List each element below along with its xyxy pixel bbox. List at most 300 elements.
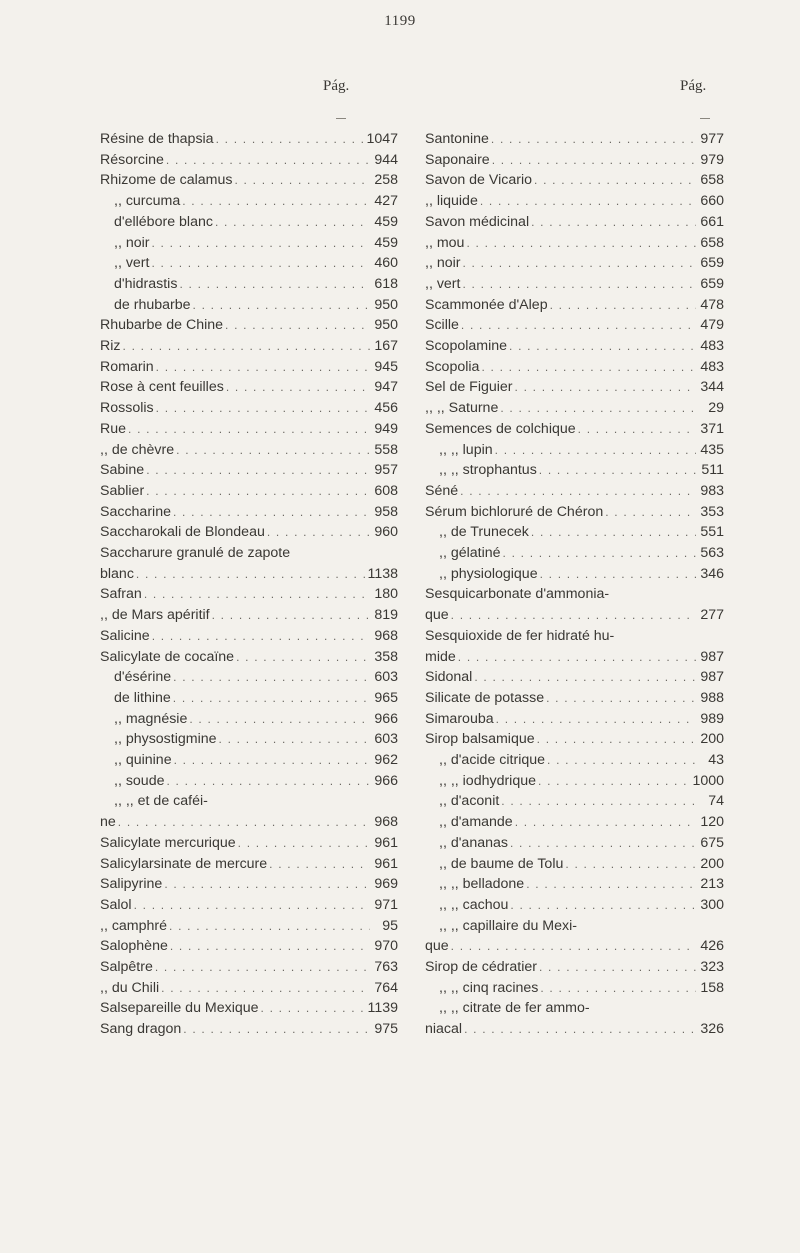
dot-leader xyxy=(495,440,696,460)
index-entry xyxy=(425,750,724,770)
entry-page-number: 459 xyxy=(374,213,398,230)
entry-page-number: 213 xyxy=(700,876,724,893)
entry-page-number: 346 xyxy=(700,565,724,582)
dot-leader xyxy=(269,854,370,874)
dot-leader xyxy=(118,812,370,832)
index-entry xyxy=(425,398,724,418)
entry-term: ,, d'ananas xyxy=(439,834,508,851)
index-entry xyxy=(100,833,398,853)
dot-leader xyxy=(173,502,370,522)
entry-term: de lithine xyxy=(114,689,171,706)
index-entry xyxy=(425,502,724,522)
dot-leader xyxy=(234,170,370,190)
entry-page-number: 947 xyxy=(374,379,398,396)
dot-leader xyxy=(474,667,696,687)
dot-leader xyxy=(219,729,370,749)
entry-page-number: 29 xyxy=(708,400,724,417)
index-entry xyxy=(425,709,724,729)
index-entry xyxy=(425,916,724,936)
entry-term: ,, ,, capillaire du Mexi- xyxy=(439,917,577,934)
index-entry xyxy=(425,129,724,149)
entry-term: Salpêtre xyxy=(100,959,153,975)
index-entry xyxy=(100,854,398,874)
entry-page-number: 975 xyxy=(374,1021,398,1038)
entry-term: mide xyxy=(425,648,456,665)
entry-term: Salicylate mercurique xyxy=(100,834,236,851)
dot-leader xyxy=(136,564,366,584)
dot-leader xyxy=(166,150,370,170)
entry-term: Scopolamine xyxy=(425,338,508,354)
index-entry xyxy=(425,833,724,853)
index-entry xyxy=(100,998,398,1018)
entry-page-number: 970 xyxy=(374,938,398,955)
entry-page-number: 120 xyxy=(700,814,724,831)
dot-leader xyxy=(466,233,696,253)
index-entry xyxy=(100,709,398,729)
dot-leader xyxy=(501,791,696,811)
right-column-header: Pág. xyxy=(680,78,707,94)
entry-page-number: 456 xyxy=(374,400,398,417)
entry-term: Sang dragon xyxy=(100,1021,182,1038)
index-entry xyxy=(425,440,724,460)
dot-leader xyxy=(481,357,696,377)
index-entry xyxy=(425,605,724,625)
index-entry xyxy=(425,253,724,273)
entry-term: Salophène xyxy=(100,938,168,955)
dot-leader xyxy=(182,191,370,211)
entry-term: Salsepareille du Mexique xyxy=(100,1000,259,1017)
index-entry xyxy=(100,916,398,936)
entry-term: Saccharure granulé de zapote xyxy=(100,545,291,561)
entry-page-number: 989 xyxy=(700,710,724,727)
entry-page-number: 966 xyxy=(374,772,398,789)
dot-leader xyxy=(537,729,696,749)
entry-term: d'ésérine xyxy=(114,669,172,686)
index-entry xyxy=(100,233,398,253)
entry-term: Semences de colchique xyxy=(425,420,576,437)
entry-term: ,, ,, et de caféi- xyxy=(114,793,208,810)
page-number: 1199 xyxy=(384,13,416,29)
entry-page-number: 661 xyxy=(700,213,724,230)
index-entry xyxy=(425,626,724,646)
entry-term: blanc xyxy=(100,565,134,582)
dot-leader xyxy=(458,647,696,667)
index-entry xyxy=(425,854,724,874)
index-entry xyxy=(100,874,398,894)
entry-term: Sablier xyxy=(100,482,145,499)
index-entry xyxy=(425,170,724,190)
index-entry xyxy=(425,895,724,915)
entry-term: ,, physostigmine xyxy=(114,731,217,748)
dot-leader xyxy=(547,750,696,770)
entry-term: ,, de Mars apéritif xyxy=(100,607,210,624)
entry-term: Rose à cent feuilles xyxy=(100,379,224,396)
dot-leader xyxy=(156,357,370,377)
entry-term: ,, physiologique xyxy=(439,565,538,582)
entry-term: Saponaire xyxy=(425,151,490,168)
index-entry xyxy=(100,212,398,232)
entry-page-number: 961 xyxy=(374,855,398,872)
dot-leader xyxy=(540,564,696,584)
entry-term: niacal xyxy=(425,1021,463,1038)
dot-leader xyxy=(539,460,696,480)
dot-leader xyxy=(496,709,696,729)
dot-leader xyxy=(123,336,371,356)
index-entry xyxy=(425,998,724,1018)
dot-leader xyxy=(146,481,370,501)
entry-term: ,, quinine xyxy=(114,752,172,768)
entry-page-number: 478 xyxy=(700,296,724,313)
dot-leader xyxy=(216,129,365,149)
dot-leader xyxy=(179,274,370,294)
entry-term: ,, noir xyxy=(425,255,461,272)
entry-term: Santonine xyxy=(425,131,489,147)
index-entry xyxy=(425,481,724,501)
entry-term: Saccharokali de Blondeau xyxy=(100,524,265,541)
entry-term: ,, d'acide citrique xyxy=(439,752,546,768)
index-entry xyxy=(425,543,724,563)
dot-leader xyxy=(451,605,696,625)
index-entry xyxy=(425,771,724,791)
entry-term: ,, de baume de Tolu xyxy=(439,855,564,872)
entry-term: ,, liquide xyxy=(425,193,478,210)
dot-leader xyxy=(189,709,370,729)
entry-page-number: 944 xyxy=(374,151,398,168)
entry-page-number: 300 xyxy=(700,896,724,913)
entry-term: Silicate de potasse xyxy=(425,689,545,706)
dot-leader xyxy=(460,481,696,501)
index-entry xyxy=(100,605,398,625)
dot-leader xyxy=(540,978,696,998)
entry-page-number: 459 xyxy=(374,234,398,251)
dot-leader xyxy=(491,129,696,149)
index-entry xyxy=(425,315,724,335)
dot-leader xyxy=(451,936,696,956)
entry-term: Rue xyxy=(100,420,127,437)
index-entry xyxy=(425,336,724,356)
dot-leader xyxy=(526,874,696,894)
entry-term: Résorcine xyxy=(100,151,164,168)
entry-term: ,, d'amande xyxy=(439,814,513,831)
dot-leader xyxy=(500,398,696,418)
dot-leader xyxy=(193,295,370,315)
dot-leader xyxy=(605,502,696,522)
entry-page-number: 180 xyxy=(374,586,398,603)
entry-page-number: 74 xyxy=(708,793,724,810)
entry-page-number: 1047 xyxy=(366,131,398,147)
dot-leader xyxy=(509,336,696,356)
index-entry xyxy=(425,419,724,439)
dot-leader xyxy=(539,957,696,977)
dot-leader xyxy=(510,895,696,915)
dot-leader xyxy=(578,419,696,439)
left-column-header: Pág. xyxy=(323,78,350,94)
dot-leader xyxy=(546,688,696,708)
index-entry xyxy=(100,481,398,501)
entry-term: Séné xyxy=(425,482,459,499)
entry-page-number: 479 xyxy=(700,317,724,334)
entry-page-number: 1139 xyxy=(367,1000,398,1017)
index-entry xyxy=(425,295,724,315)
index-entry xyxy=(100,647,398,667)
entry-page-number: 1138 xyxy=(367,565,398,582)
entry-page-number: 658 xyxy=(700,172,724,189)
index-entry xyxy=(425,1019,724,1039)
entry-page-number: 950 xyxy=(374,317,398,334)
entry-term: ,, ,, cinq racines xyxy=(439,979,539,996)
entry-page-number: 371 xyxy=(700,420,724,437)
entry-page-number: 358 xyxy=(374,648,398,665)
index-entry xyxy=(425,564,724,584)
index-entry xyxy=(425,812,724,832)
entry-term: ,, ,, belladone xyxy=(439,876,525,893)
entry-term: Savon médicinal xyxy=(425,213,530,230)
dot-leader xyxy=(515,812,696,832)
entry-term: Salicylarsinate de mercure xyxy=(100,855,268,872)
dot-leader xyxy=(515,377,696,397)
index-entry xyxy=(425,233,724,253)
entry-term: ,, camphré xyxy=(100,917,168,934)
entry-term: ,, d'aconit xyxy=(439,793,500,810)
entry-page-number: 958 xyxy=(374,503,398,520)
index-entry xyxy=(100,357,398,377)
entry-page-number: 200 xyxy=(700,855,724,872)
index-entry xyxy=(100,398,398,418)
entry-page-number: 659 xyxy=(700,275,724,292)
entry-term: ,, ,, iodhydrique xyxy=(439,772,537,789)
dot-leader xyxy=(170,936,370,956)
dot-leader xyxy=(173,667,370,687)
dot-leader xyxy=(152,626,370,646)
entry-page-number: 957 xyxy=(374,462,398,479)
index-entry xyxy=(100,812,398,832)
entry-term: Sel de Figuier xyxy=(425,379,513,396)
entry-page-number: 966 xyxy=(374,710,398,727)
entry-term: Rossolis xyxy=(100,400,154,417)
entry-term: Safran xyxy=(100,586,142,603)
dot-leader xyxy=(155,957,370,977)
entry-page-number: 968 xyxy=(374,814,398,831)
index-entry xyxy=(425,688,724,708)
entry-page-number: 764 xyxy=(374,979,398,996)
entry-term: Salicylate de cocaïne xyxy=(100,648,235,665)
index-entry xyxy=(100,336,398,356)
dot-leader xyxy=(226,377,370,397)
index-entry xyxy=(425,522,724,542)
right-header-rule xyxy=(700,118,710,119)
index-entry xyxy=(425,212,724,232)
entry-page-number: 277 xyxy=(700,607,724,624)
entry-page-number: 960 xyxy=(374,524,398,541)
index-entry xyxy=(100,253,398,273)
index-entry xyxy=(100,1019,398,1039)
index-entry xyxy=(100,460,398,480)
entry-term: ,, du Chili xyxy=(100,979,160,996)
index-entry xyxy=(100,750,398,770)
index-entry xyxy=(100,957,398,977)
dot-leader xyxy=(151,253,370,273)
entry-term: ,, gélatiné xyxy=(439,545,501,561)
entry-term: Sidonal xyxy=(425,669,473,686)
dot-leader xyxy=(212,605,370,625)
entry-page-number: 965 xyxy=(374,689,398,706)
entry-term: Rhizome de calamus xyxy=(100,172,233,189)
entry-term: Résine de thapsia xyxy=(100,131,214,147)
index-entry xyxy=(100,191,398,211)
index-entry xyxy=(100,729,398,749)
entry-term: Sérum bichloruré de Chéron xyxy=(425,503,604,520)
entry-page-number: 961 xyxy=(374,834,398,851)
dot-leader xyxy=(510,833,696,853)
dot-leader xyxy=(225,315,370,335)
index-entry xyxy=(100,170,398,190)
dot-leader xyxy=(128,419,370,439)
entry-page-number: 658 xyxy=(700,234,724,251)
entry-term: ,, vert xyxy=(114,255,150,272)
dot-leader xyxy=(173,688,370,708)
entry-page-number: 323 xyxy=(700,959,724,975)
entry-page-number: 511 xyxy=(701,462,724,479)
index-entry xyxy=(425,191,724,211)
entry-page-number: 200 xyxy=(700,731,724,748)
entry-page-number: 563 xyxy=(700,545,724,561)
index-entry xyxy=(100,419,398,439)
entry-term: ,, curcuma xyxy=(114,193,181,210)
entry-term: ,, ,, citrate de fer ammo- xyxy=(439,1000,590,1017)
dot-leader xyxy=(503,543,696,563)
dot-leader xyxy=(462,274,696,294)
index-entry xyxy=(100,564,398,584)
entry-term: Salipyrine xyxy=(100,876,163,893)
left-header-rule xyxy=(336,118,346,119)
dot-leader xyxy=(550,295,696,315)
index-entry xyxy=(100,129,398,149)
entry-term: Salol xyxy=(100,896,132,913)
entry-page-number: 618 xyxy=(374,275,398,292)
entry-term: ,, ,, strophantus xyxy=(439,462,537,479)
entry-page-number: 988 xyxy=(700,689,724,706)
entry-term: Rhubarbe de Chine xyxy=(100,317,224,334)
entry-term: d'hidrastis xyxy=(114,275,178,292)
entry-term: ,, vert xyxy=(425,275,461,292)
index-entry xyxy=(100,771,398,791)
index-entry xyxy=(100,626,398,646)
index-entry xyxy=(425,978,724,998)
index-entry xyxy=(425,729,724,749)
entry-term: Scopolia xyxy=(425,358,480,375)
dot-leader xyxy=(183,1019,370,1039)
index-entry xyxy=(100,978,398,998)
dot-leader xyxy=(164,874,370,894)
dot-leader xyxy=(261,998,366,1018)
entry-term: ,, mou xyxy=(425,234,465,251)
index-entry xyxy=(100,295,398,315)
entry-page-number: 43 xyxy=(708,752,724,768)
index-entry xyxy=(100,543,398,563)
entry-term: Sesquioxide de fer hidraté hu- xyxy=(425,627,615,644)
dot-leader xyxy=(538,771,690,791)
entry-page-number: 987 xyxy=(700,648,724,665)
dot-leader xyxy=(492,150,696,170)
index-entry xyxy=(100,315,398,335)
entry-page-number: 659 xyxy=(700,255,724,272)
entry-term: Romarin xyxy=(100,358,154,375)
entry-term: ,, de Trunecek xyxy=(439,524,529,541)
index-entry xyxy=(100,584,398,604)
entry-term: Savon de Vicario xyxy=(425,172,533,189)
entry-term: ,, ,, Saturne xyxy=(425,400,499,417)
dot-leader xyxy=(151,233,370,253)
entry-page-number: 660 xyxy=(700,193,724,210)
index-entry xyxy=(425,274,724,294)
dot-leader xyxy=(480,191,696,211)
entry-page-number: 326 xyxy=(700,1021,724,1038)
entry-term: Simarouba xyxy=(425,710,494,727)
entry-page-number: 167 xyxy=(374,338,398,354)
entry-term: d'ellébore blanc xyxy=(114,213,213,230)
dot-leader xyxy=(176,440,370,460)
index-entry xyxy=(425,874,724,894)
entry-page-number: 983 xyxy=(700,482,724,499)
entry-term: de rhubarbe xyxy=(114,296,191,313)
index-entry xyxy=(100,274,398,294)
entry-page-number: 675 xyxy=(700,834,724,851)
entry-page-number: 603 xyxy=(374,669,398,686)
entry-page-number: 819 xyxy=(374,607,398,624)
entry-page-number: 945 xyxy=(374,358,398,375)
entry-term: ,, soude xyxy=(114,772,165,789)
dot-leader xyxy=(144,584,370,604)
entry-page-number: 977 xyxy=(700,131,724,147)
dot-leader xyxy=(166,771,370,791)
dot-leader xyxy=(464,1019,696,1039)
index-entry xyxy=(100,688,398,708)
entry-term: Sirop de cédratier xyxy=(425,959,537,975)
entry-page-number: 258 xyxy=(374,172,398,189)
index-entry xyxy=(100,522,398,542)
index-entry xyxy=(425,584,724,604)
dot-leader xyxy=(134,895,370,915)
entry-term: ,, de chèvre xyxy=(100,441,175,458)
dot-leader xyxy=(534,170,696,190)
entry-term: que xyxy=(425,938,449,955)
index-entry xyxy=(100,150,398,170)
entry-page-number: 551 xyxy=(700,524,724,541)
entry-page-number: 435 xyxy=(700,441,724,458)
dot-leader xyxy=(531,522,696,542)
entry-term: que xyxy=(425,607,449,624)
dot-leader xyxy=(161,978,370,998)
dot-leader xyxy=(215,212,370,232)
index-entry xyxy=(425,460,724,480)
entry-term: Salicine xyxy=(100,627,150,644)
dot-leader xyxy=(238,833,370,853)
entry-term: Sesquicarbonate d'ammonia- xyxy=(425,586,610,603)
dot-leader xyxy=(236,647,370,667)
entry-page-number: 1000 xyxy=(692,772,724,789)
index-entry xyxy=(425,150,724,170)
dot-leader xyxy=(169,916,370,936)
dot-leader xyxy=(462,253,696,273)
index-entry xyxy=(425,647,724,667)
dot-leader xyxy=(156,398,370,418)
entry-page-number: 483 xyxy=(700,338,724,354)
dot-leader xyxy=(267,522,370,542)
index-entry xyxy=(425,357,724,377)
entry-page-number: 427 xyxy=(374,193,398,210)
dot-leader xyxy=(146,460,370,480)
dot-leader xyxy=(174,750,370,770)
